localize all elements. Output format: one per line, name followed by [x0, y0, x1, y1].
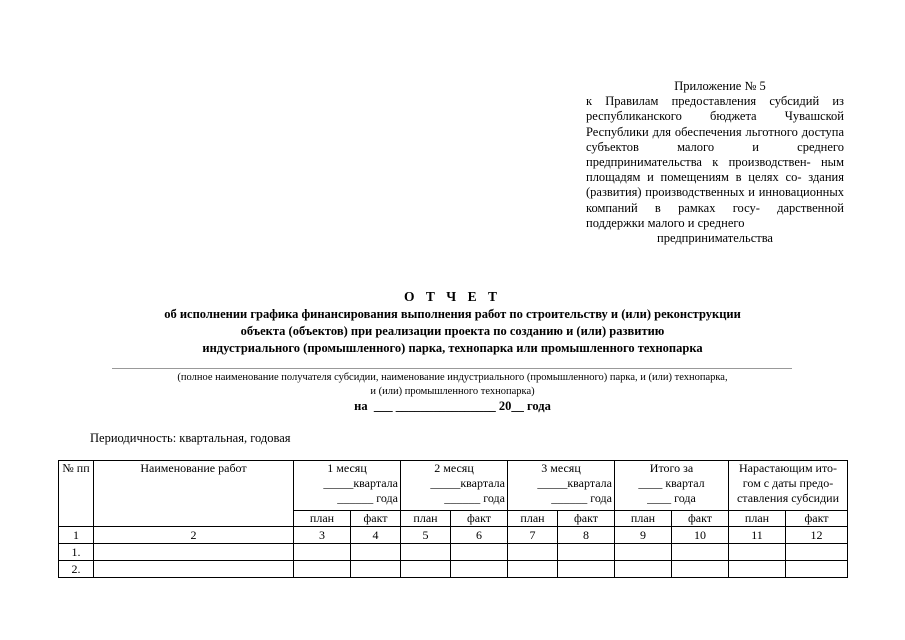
row-number: 1. [59, 544, 94, 561]
plan-label: план [401, 511, 451, 527]
col-number: 2 [94, 527, 294, 544]
col-number: 3 [294, 527, 351, 544]
header-month-1: 1 месяц _____квартала ______ года [294, 461, 401, 511]
appendix-text: к Правилам предоставления субсидий из республиканского бюджета Чувашской Республики для обеспечения льготного доступа субъектов малого и среднего предпринимательства к производствен- ным площадям и помещениям в целях со- здания (развития) производственных и инновационных компаний в рамках госу- дарственной поддержки малого и среднего [586, 94, 844, 230]
col-number: 5 [401, 527, 451, 544]
cell[interactable] [94, 561, 294, 578]
col-number: 9 [615, 527, 672, 544]
report-title: О Т Ч Е Т [404, 289, 501, 304]
col-number: 10 [672, 527, 729, 544]
fact-label: факт [451, 511, 508, 527]
report-date-line: на ___ ________________ 20__ года [354, 399, 551, 413]
col-number: 6 [451, 527, 508, 544]
cell[interactable] [351, 561, 401, 578]
header-no: № пп [59, 461, 94, 527]
subtitle-line-3: индустриального (промышленного) парка, технопарка или промышленного технопарка [202, 341, 703, 355]
cell[interactable] [508, 561, 558, 578]
col-number: 1 [59, 527, 94, 544]
note-line-1: (полное наименование получателя субсидии, наименование индустриального (промышленного) парка, и (или) технопарка, [177, 372, 728, 383]
header-month-2: 2 месяц _____квартала ______ года [401, 461, 508, 511]
appendix-last-line: предпринимательства [657, 231, 773, 246]
cell[interactable] [94, 544, 294, 561]
report-subtitle [100, 306, 805, 357]
fact-label: факт [786, 511, 848, 527]
plan-label: план [615, 511, 672, 527]
cell[interactable] [294, 561, 351, 578]
name-fill-line [112, 368, 792, 369]
fact-label: факт [672, 511, 729, 527]
col-number: 8 [558, 527, 615, 544]
cell[interactable] [451, 544, 508, 561]
cell[interactable] [401, 544, 451, 561]
cell[interactable] [786, 561, 848, 578]
cell[interactable] [672, 544, 729, 561]
subtitle-line-1: об исполнении графика финансирования выполнения работ по строительству и (или) реконструкции [164, 307, 741, 321]
table-row [59, 561, 848, 578]
appendix-block [586, 79, 844, 246]
table-row [59, 544, 848, 561]
recipient-note [100, 371, 805, 399]
header-quarter-total: Итого за ____ квартал ____ года [615, 461, 729, 511]
col-number: 7 [508, 527, 558, 544]
plan-label: план [508, 511, 558, 527]
cell[interactable] [558, 561, 615, 578]
cell[interactable] [294, 544, 351, 561]
report-table [58, 460, 848, 578]
note-line-2: и (или) промышленного технопарка) [370, 386, 535, 397]
fact-label: факт [351, 511, 401, 527]
appendix-number: Приложение № 5 [674, 79, 766, 93]
cell[interactable] [401, 561, 451, 578]
cell[interactable] [672, 561, 729, 578]
cell[interactable] [615, 544, 672, 561]
column-number-row [59, 527, 848, 544]
cell[interactable] [558, 544, 615, 561]
col-number: 11 [729, 527, 786, 544]
subtitle-line-2: объекта (объектов) при реализации проекта по созданию и (или) развитию [240, 324, 665, 338]
fact-label: факт [558, 511, 615, 527]
periodicity: Периодичность: квартальная, годовая [90, 431, 291, 445]
cell[interactable] [786, 544, 848, 561]
header-month-3: 3 месяц _____квартала ______ года [508, 461, 615, 511]
row-number: 2. [59, 561, 94, 578]
header-cumulative: Нарастающим ито- гом с даты предо- ставления субсидии [729, 461, 848, 511]
cell[interactable] [729, 561, 786, 578]
plan-label: план [729, 511, 786, 527]
col-number: 12 [786, 527, 848, 544]
cell[interactable] [451, 561, 508, 578]
col-number: 4 [351, 527, 401, 544]
cell[interactable] [615, 561, 672, 578]
plan-label: план [294, 511, 351, 527]
cell[interactable] [508, 544, 558, 561]
cell[interactable] [729, 544, 786, 561]
cell[interactable] [351, 544, 401, 561]
table-header-row [59, 461, 848, 511]
header-work-name: Наименование работ [94, 461, 294, 527]
